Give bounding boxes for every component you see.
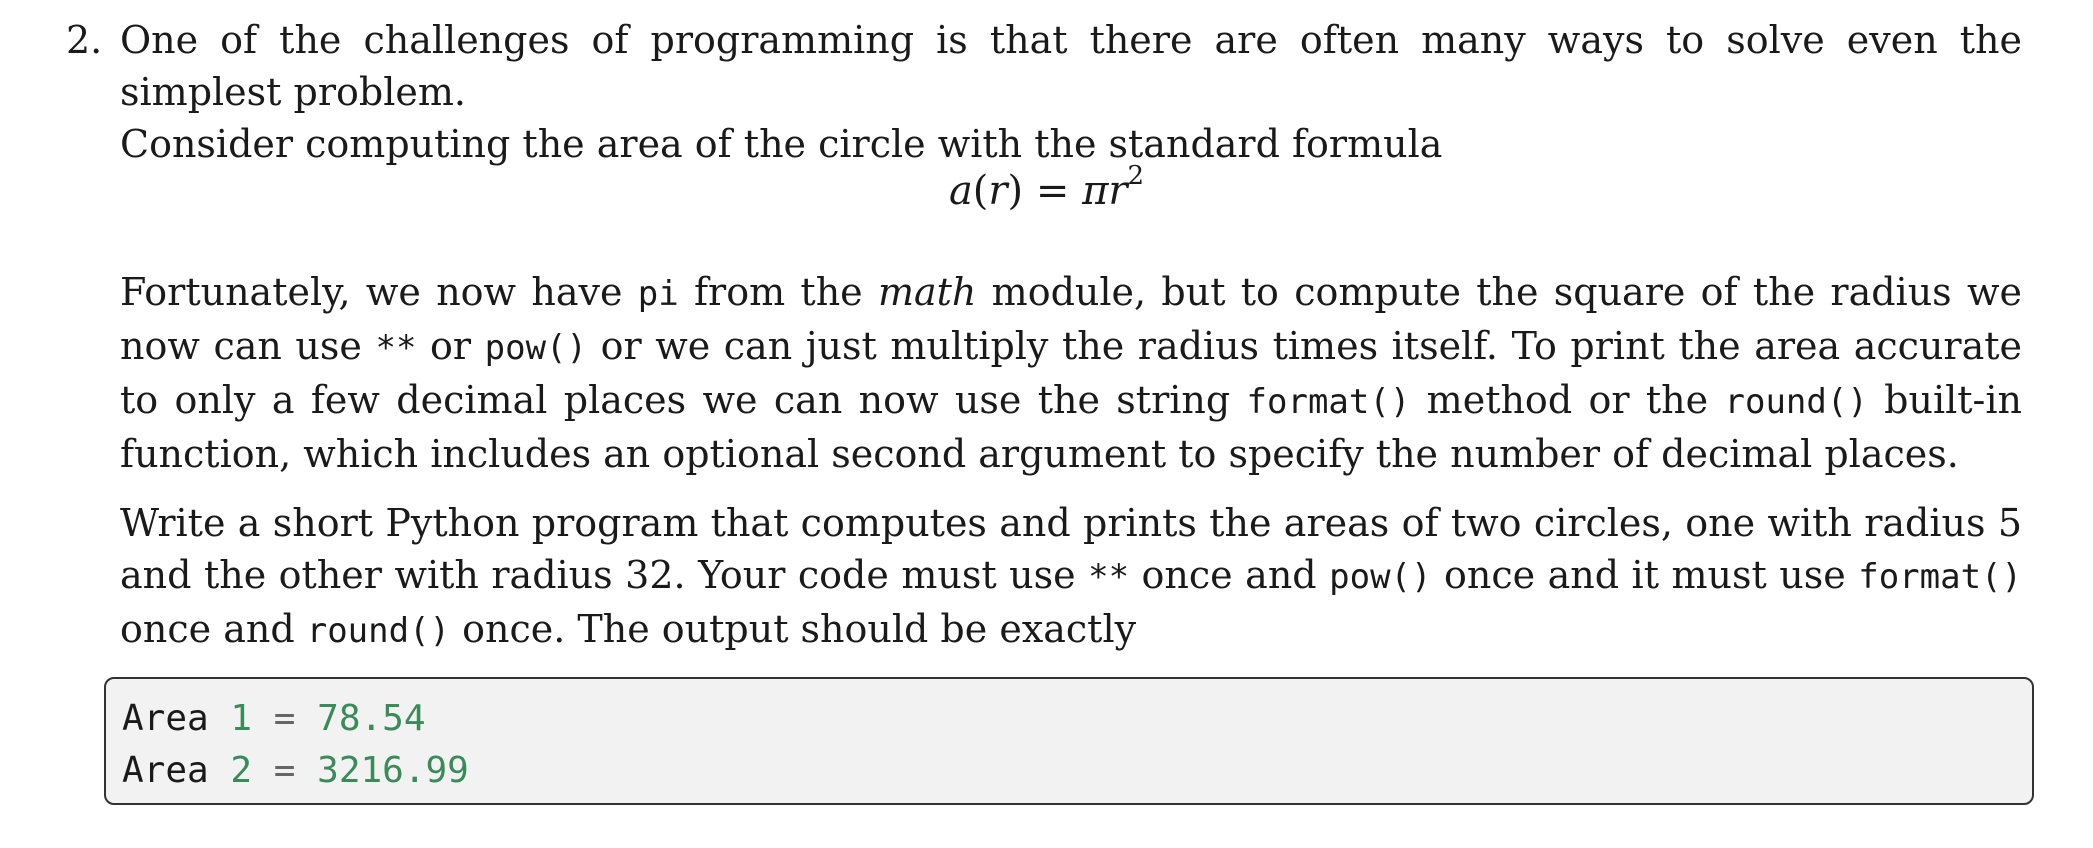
code-format-method: format() [1246, 382, 1411, 422]
formula-lhs-arg: r [988, 168, 1008, 214]
code-pow-function: pow() [1329, 557, 1432, 597]
text-span: once. The output should be exactly [450, 607, 1137, 651]
output-index: 1 [230, 698, 253, 739]
task-paragraph [120, 497, 2022, 657]
intro-paragraph [120, 14, 2022, 170]
text-span: once and [120, 607, 307, 651]
output-equals: = [273, 750, 296, 791]
output-line-2 [122, 745, 2016, 797]
intro-line-2: Consider computing the area of the circle with the standard formula [120, 122, 1443, 166]
text-span: or we can just multiply the radius times itself. To print the area accurate to only a few decimal places we can now use the string [120, 324, 2023, 422]
expected-output-box [104, 677, 2034, 805]
problem-number: 2. [66, 18, 103, 62]
explanation-paragraph [120, 266, 2022, 480]
code-power-operator: ** [375, 328, 417, 368]
text-span: once and [1129, 553, 1330, 597]
output-equals: = [273, 698, 296, 739]
output-label: Area [122, 698, 209, 739]
formula-pi: π [1082, 168, 1109, 214]
text-span: built-in function, which includes an optional second argument to specify the number of decimal places. [120, 378, 2022, 476]
formula-exponent: 2 [1127, 161, 1145, 191]
math-module-name: math [877, 270, 977, 314]
output-line-1 [122, 693, 2016, 745]
text-span: once and it must use [1431, 553, 1859, 597]
text-span: or [416, 324, 485, 368]
code-power-operator: ** [1088, 557, 1130, 597]
formula-lhs-var: a [948, 168, 973, 214]
code-pow-function: pow() [484, 328, 587, 368]
text-span: from the [678, 270, 878, 314]
code-round-function: round() [1724, 382, 1868, 422]
code-format-method: format() [1858, 557, 2022, 597]
output-index: 2 [230, 750, 253, 791]
code-pi: pi [637, 274, 679, 314]
output-value: 3216.99 [317, 750, 469, 791]
text-span: method or the [1410, 378, 1725, 422]
output-label: Area [122, 750, 209, 791]
formula-rhs-var: r [1108, 168, 1128, 214]
code-round-function: round() [306, 611, 451, 651]
text-span: module, but to compute the square of the radius we now can use [120, 270, 2022, 368]
area-formula: $a(r) = \pi r^2$ [948, 161, 1145, 214]
intro-line-1: One of the challenges of programming is that there are often many ways to solve even the simplest problem. [120, 18, 2022, 114]
text-span: Fortunately, we now have [120, 270, 638, 314]
output-value: 78.54 [317, 698, 426, 739]
text-span: Write a short Python program that computes and prints the areas of two circles, one with radius 5 and the other with radius 32. Your code must use [120, 501, 2022, 597]
